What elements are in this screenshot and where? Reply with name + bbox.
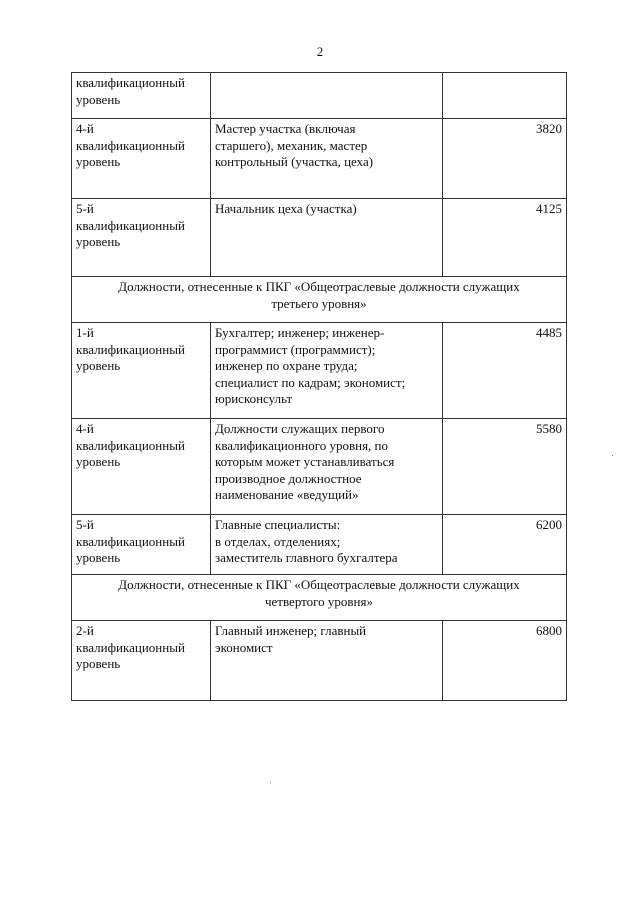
- scan-dot: [612, 455, 613, 456]
- group-header-row: [72, 575, 567, 621]
- level-cell: 5-й квалификационный уровень: [72, 515, 211, 575]
- table-row: [72, 515, 567, 575]
- level-cell: 4-й квалификационный уровень: [72, 119, 211, 199]
- salary-cell: 4125: [443, 199, 567, 277]
- level-cell: 2-й квалификационный уровень: [72, 621, 211, 701]
- scan-dot: [270, 782, 271, 783]
- group-title: Должности, отнесенные к ПКГ «Общеотраслевые должности служащих четвертого уровня»: [72, 575, 567, 621]
- table-row: [72, 621, 567, 701]
- positions-cell: Бухгалтер; инженер; инженер- программист (программист); инженер по охране труда; специалист по кадрам; экономист; юрисконсульт: [211, 323, 443, 419]
- salary-cell: 3820: [443, 119, 567, 199]
- page-number: 2: [316, 44, 324, 59]
- level-cell: квалификационный уровень: [72, 73, 211, 119]
- table-row: [72, 119, 567, 199]
- level-cell: 1-й квалификационный уровень: [72, 323, 211, 419]
- level-cell: 5-й квалификационный уровень: [72, 199, 211, 277]
- positions-cell: [211, 73, 443, 119]
- positions-cell: Главный инженер; главный экономист: [211, 621, 443, 701]
- salary-cell: 6200: [443, 515, 567, 575]
- group-title: Должности, отнесенные к ПКГ «Общеотраслевые должности служащих третьего уровня»: [72, 277, 567, 323]
- salary-cell: 4485: [443, 323, 567, 419]
- positions-cell: Должности служащих первого квалификационного уровня, по которым может устанавливаться производное должностное наименование «ведущий»: [211, 419, 443, 515]
- salary-cell: 5580: [443, 419, 567, 515]
- positions-cell: Мастер участка (включая старшего), механик, мастер контрольный (участка, цеха): [211, 119, 443, 199]
- table-row: [72, 73, 567, 119]
- positions-cell: Начальник цеха (участка): [211, 199, 443, 277]
- level-cell: 4-й квалификационный уровень: [72, 419, 211, 515]
- table-row: [72, 419, 567, 515]
- table-row: [72, 199, 567, 277]
- group-header-row: [72, 277, 567, 323]
- positions-cell: Главные специалисты: в отделах, отделениях; заместитель главного бухгалтера: [211, 515, 443, 575]
- table-row: [72, 323, 567, 419]
- salary-cell: [443, 73, 567, 119]
- salary-table: [71, 72, 567, 701]
- salary-cell: 6800: [443, 621, 567, 701]
